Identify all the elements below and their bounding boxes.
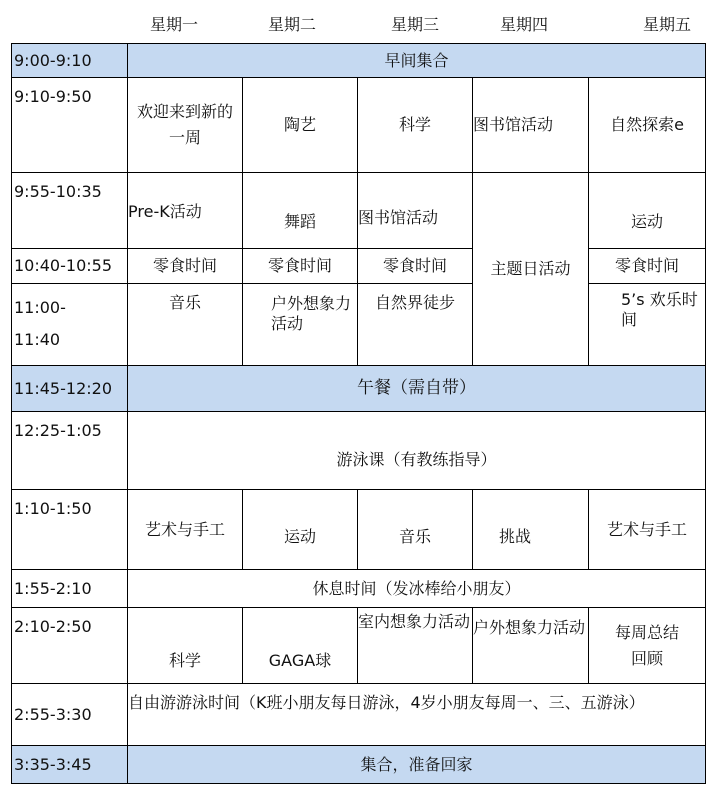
activity-cell: 早间集合 [128,44,706,78]
table-row [12,78,706,173]
activity-cell: 陶艺 [243,78,358,173]
time-cell: 10:40-10:55 [12,249,128,284]
table-row [12,490,706,570]
activity-cell: 欢迎来到新的一周 [128,78,243,173]
activity-cell: 自由游游泳时间（K班小朋友每日游泳，4岁小朋友每周一、三、五游泳） [128,684,706,746]
day-header-row [0,0,717,42]
table-row [12,173,706,249]
time-cell: 2:10-2:50 [12,608,128,684]
activity-cell: 5’s 欢乐时间 [589,284,706,366]
activity-cell: 图书馆活动 [358,173,473,249]
table-row [12,684,706,746]
activity-cell: Pre-K活动 [128,173,243,249]
table-row [12,570,706,608]
activity-cell: 户外想象力活动 [243,284,358,366]
activity-cell: 运动 [589,173,706,249]
day-friday: 星期五 [643,15,692,34]
activity-cell: 游泳课（有教练指导） [128,412,706,490]
activity-cell: 自然探索e [589,78,706,173]
activity-cell: 舞蹈 [243,173,358,249]
activity-cell: 音乐 [128,284,243,366]
activity-cell: 午餐（需自带） [128,366,706,412]
table-row [12,746,706,784]
day-monday: 星期一 [150,15,199,34]
time-cell: 11:45-12:20 [12,366,128,412]
table-row [12,412,706,490]
activity-cell: 科学 [128,608,243,684]
day-tuesday: 星期二 [268,15,317,34]
activity-cell: 室内想象力活动 [358,608,473,684]
activity-cell: 户外想象力活动 [473,608,589,684]
table-row [12,366,706,412]
activity-cell: 休息时间（发冰棒给小朋友） [128,570,706,608]
activity-cell: 图书馆活动 [473,78,589,173]
day-wednesday: 星期三 [391,15,440,34]
activity-cell: 零食时间 [128,249,243,284]
time-cell: 1:55-2:10 [12,570,128,608]
activity-cell: 零食时间 [589,249,706,284]
table-row [12,44,706,78]
time-cell [12,284,128,366]
activity-cell: 主题日活动 [473,173,589,366]
activity-cell: 艺术与手工 [589,490,706,570]
activity-cell: 每周总结回顾 [589,608,706,684]
time-cell: 9:00-9:10 [12,44,128,78]
time-text: 11:00-11:40 [14,298,66,349]
time-cell: 9:55-10:35 [12,173,128,249]
time-cell: 3:35-3:45 [12,746,128,784]
schedule-table [11,43,706,784]
activity-cell: GAGA球 [243,608,358,684]
activity-cell: 科学 [358,78,473,173]
activity-cell: 自然界徒步 [358,284,473,366]
activity-cell: 运动 [243,490,358,570]
time-cell: 2:55-3:30 [12,684,128,746]
table-row [12,249,706,284]
table-row [12,608,706,684]
day-thursday: 星期四 [500,15,549,34]
time-cell: 9:10-9:50 [12,78,128,173]
activity-cell: 挑战 [473,490,589,570]
time-cell: 1:10-1:50 [12,490,128,570]
activity-cell: 零食时间 [243,249,358,284]
activity-cell: 零食时间 [358,249,473,284]
time-cell: 12:25-1:05 [12,412,128,490]
activity-cell: 音乐 [358,490,473,570]
table-row [12,284,706,366]
activity-cell: 集合，准备回家 [128,746,706,784]
activity-cell: 艺术与手工 [128,490,243,570]
